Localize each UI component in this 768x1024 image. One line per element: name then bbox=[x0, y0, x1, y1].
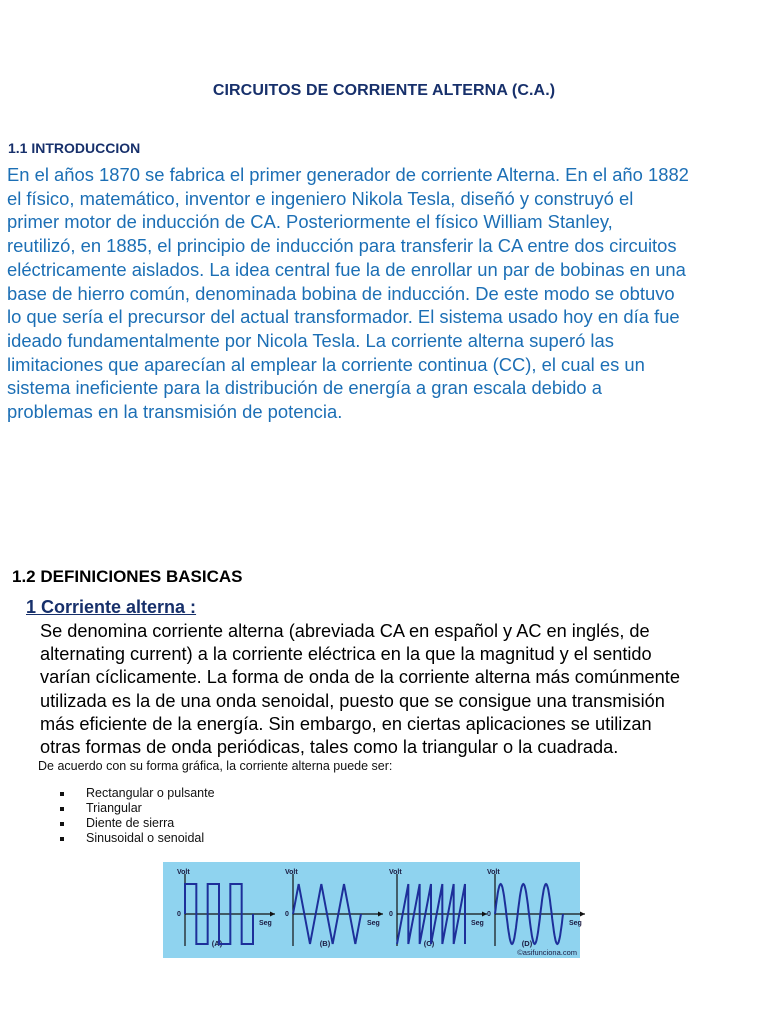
list-item bbox=[60, 801, 215, 816]
page-title: CIRCUITOS DE CORRIENTE ALTERNA (C.A.) bbox=[212, 82, 556, 99]
list-item bbox=[60, 831, 215, 846]
list-item bbox=[60, 786, 215, 801]
bullet-icon bbox=[60, 792, 64, 796]
intro-line: sistema ineficiente para la distribución de energía a gran escala debido a bbox=[7, 377, 603, 399]
y-axis-label: Volt bbox=[285, 869, 298, 876]
x-axis-label: Seg bbox=[259, 920, 272, 927]
intro-line: eléctricamente aislados. La idea central fue la de enrollar un par de bobinas en una bbox=[7, 258, 686, 280]
definition-line: otras formas de onda periódicas, tales como la triangular o la cuadrada. bbox=[40, 737, 619, 758]
intro-line: el físico, matemático, inventor e ingeniero Nikola Tesla, diseñó y construyó el bbox=[7, 187, 634, 209]
y-axis-label: Volt bbox=[389, 869, 402, 876]
intro-paragraph bbox=[7, 163, 763, 424]
y-axis-label: Volt bbox=[487, 869, 500, 876]
definition-line: más eficiente de la energía. Sin embargo, en ciertas aplicaciones se utilizan bbox=[40, 713, 652, 734]
waveform-figure bbox=[163, 862, 580, 958]
list-item-label: Sinusoidal o senoidal bbox=[86, 831, 205, 845]
x-axis-label: Seg bbox=[569, 920, 582, 927]
definition-paragraph bbox=[40, 620, 768, 759]
intro-line: ideado fundamentalmente por Nicola Tesla. La corriente alterna superó las bbox=[7, 329, 614, 351]
list-item-label: Rectangular o pulsante bbox=[86, 786, 215, 800]
bullet-icon bbox=[60, 837, 64, 841]
x-axis-label: Seg bbox=[367, 920, 380, 927]
zero-label: 0 bbox=[389, 911, 393, 918]
waveform-intro-note: De acuerdo con su forma gráfica, la corriente alterna puede ser: bbox=[38, 759, 393, 773]
list-item bbox=[60, 816, 215, 831]
definition-line: alternating current) a la corriente eléctrica en la que la magnitud y el sentido bbox=[40, 644, 652, 665]
section-heading-introduccion: 1.1 INTRODUCCION bbox=[8, 140, 141, 156]
intro-line: problemas en la transmisión de potencia. bbox=[7, 401, 343, 423]
intro-line: En el años 1870 se fabrica el primer generador de corriente Alterna. En el año 1882 bbox=[7, 164, 689, 185]
list-item-label: Diente de sierra bbox=[86, 816, 175, 830]
zero-label: 0 bbox=[285, 911, 289, 918]
intro-line: lo que sería el precursor del actual transformador. El sistema usado hoy en día fue bbox=[7, 306, 680, 328]
x-axis-arrow-icon bbox=[580, 912, 585, 917]
definition-line: utilizada es la de una onda senoidal, puesto que se consigue una transmisión bbox=[40, 690, 665, 711]
intro-line: limitaciones que aparecían al emplear la corriente continua (CC), el cual es un bbox=[7, 353, 645, 375]
zero-label: 0 bbox=[177, 911, 181, 918]
subheading-corriente-alterna: 1 Corriente alterna : bbox=[26, 597, 197, 617]
panel-label: (C) bbox=[423, 939, 435, 948]
zero-label: 0 bbox=[487, 911, 491, 918]
panel-label: (B) bbox=[319, 939, 331, 948]
section-heading-definiciones: 1.2 DEFINICIONES BASICAS bbox=[12, 567, 243, 586]
definition-line: Se denomina corriente alterna (abreviada CA en español y AC en inglés, de bbox=[40, 621, 650, 641]
definition-line: varían cíclicamente. La forma de onda de la corriente alterna más comúnmente bbox=[40, 667, 680, 688]
y-axis-label: Volt bbox=[177, 869, 190, 876]
bullet-icon bbox=[60, 822, 64, 826]
x-axis-label: Seg bbox=[471, 920, 484, 927]
panel-label: (D) bbox=[521, 939, 533, 948]
intro-line: reutilizó, en 1885, el principio de inducción para transferir la CA entre dos circuitos bbox=[7, 235, 677, 257]
intro-line: base de hierro común, denominada bobina de inducción. De este modo se obtuvo bbox=[7, 282, 675, 304]
intro-line: primer motor de inducción de CA. Posteriormente el físico William Stanley, bbox=[7, 211, 613, 233]
bullet-icon bbox=[60, 807, 64, 811]
list-item-label: Triangular bbox=[86, 801, 142, 815]
figure-credit: ©asifunciona.com bbox=[517, 948, 577, 957]
waveform-type-list bbox=[60, 786, 215, 846]
panel-label: (A) bbox=[211, 939, 223, 948]
